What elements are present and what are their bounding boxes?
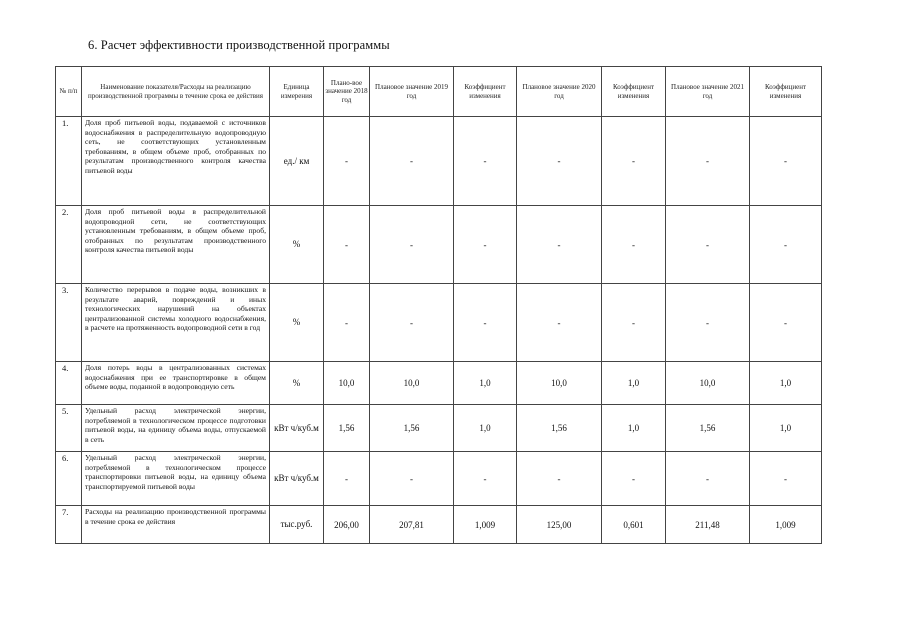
header-row: [56, 67, 822, 117]
value-cell: -: [750, 452, 822, 506]
row-unit: кВт ч/куб.м: [270, 405, 324, 452]
value-cell: 1,0: [454, 362, 517, 405]
value-cell: 1,0: [602, 405, 666, 452]
row-unit: ед./ км: [270, 117, 324, 206]
page-title: 6. Расчет эффективности производственной программы: [88, 38, 390, 52]
table-row: [56, 405, 822, 452]
value-cell: -: [517, 206, 602, 284]
value-cell: 125,00: [517, 506, 602, 544]
row-unit: %: [270, 206, 324, 284]
table-row: [56, 284, 822, 362]
value-cell: -: [370, 117, 454, 206]
value-cell: 1,56: [517, 405, 602, 452]
row-number: 1.: [56, 117, 82, 206]
value-cell: -: [370, 452, 454, 506]
row-description: Удельный расход электрической энергии, потребляемой в технологическом процессе транспортировки питьевой воды, на единицу объема транспортируемой питьевой воды: [82, 452, 270, 506]
row-description: Доля проб питьевой воды в распределительной водопроводной сети, не соответствующих установленным требованиям, в общем объеме проб, отобранных по результатам производственного контроля качества питьевой воды: [82, 206, 270, 284]
value-cell: -: [666, 117, 750, 206]
value-cell: -: [324, 284, 370, 362]
header-cell: Плано-вое значение 2018 год: [324, 67, 370, 117]
value-cell: -: [454, 206, 517, 284]
row-description: Количество перерывов в подаче воды, возникших в результате аварий, повреждений и иных технологических нарушений на объектах централизованной системы холодного водоснабжения, в расчете на протяженность водопроводной сети в год: [82, 284, 270, 362]
header-cell: Плановое значение 2020 год: [517, 67, 602, 117]
row-number: 2.: [56, 206, 82, 284]
row-description: Доля потерь воды в централизованных системах водоснабжения при ее транспортировке в общем объеме воды, поданной в водопроводную сеть: [82, 362, 270, 405]
value-cell: 1,0: [454, 405, 517, 452]
row-number: 3.: [56, 284, 82, 362]
row-description: Доля проб питьевой воды, подаваемой с источников водоснабжения в распределительную водопроводную сеть, не соответствующих установленным требованиям, в общем объеме проб, отобранных по результатам производственного контроля качества питьевой воды: [82, 117, 270, 206]
value-cell: 0,601: [602, 506, 666, 544]
value-cell: 1,56: [370, 405, 454, 452]
value-cell: -: [602, 284, 666, 362]
row-description: Расходы на реализацию производственной программы в течение срока ее действия: [82, 506, 270, 544]
value-cell: -: [324, 452, 370, 506]
value-cell: 1,0: [602, 362, 666, 405]
value-cell: -: [324, 206, 370, 284]
value-cell: 1,56: [666, 405, 750, 452]
row-number: 5.: [56, 405, 82, 452]
table-row: [56, 452, 822, 506]
table-row: [56, 117, 822, 206]
value-cell: -: [517, 452, 602, 506]
value-cell: 10,0: [666, 362, 750, 405]
table-row: [56, 506, 822, 544]
row-unit: тыс.руб.: [270, 506, 324, 544]
row-unit: %: [270, 362, 324, 405]
value-cell: 10,0: [324, 362, 370, 405]
value-cell: -: [454, 452, 517, 506]
value-cell: -: [454, 117, 517, 206]
row-unit: %: [270, 284, 324, 362]
header-cell: Коэффициент изменения: [750, 67, 822, 117]
value-cell: -: [666, 452, 750, 506]
row-description: Удельный расход электрической энергии, потребляемой в технологическом процессе подготовки питьевой воды, на единицу объема воды, отпускаемой в сеть: [82, 405, 270, 452]
row-number: 6.: [56, 452, 82, 506]
value-cell: -: [602, 452, 666, 506]
value-cell: -: [517, 117, 602, 206]
value-cell: -: [370, 206, 454, 284]
header-cell: Наименование показателя/Расходы на реализацию производственной программы в течение срока ее действия: [82, 67, 270, 117]
value-cell: -: [602, 117, 666, 206]
value-cell: -: [750, 117, 822, 206]
value-cell: 1,56: [324, 405, 370, 452]
value-cell: 1,0: [750, 362, 822, 405]
value-cell: 1,009: [454, 506, 517, 544]
header-cell: Единица измерения: [270, 67, 324, 117]
value-cell: -: [602, 206, 666, 284]
value-cell: -: [750, 206, 822, 284]
value-cell: 10,0: [370, 362, 454, 405]
value-cell: 211,48: [666, 506, 750, 544]
value-cell: 207,81: [370, 506, 454, 544]
row-number: 7.: [56, 506, 82, 544]
header-cell: Коэффициент изменения: [602, 67, 666, 117]
row-unit: кВт ч/куб.м: [270, 452, 324, 506]
value-cell: 1,009: [750, 506, 822, 544]
row-number: 4.: [56, 362, 82, 405]
table-row: [56, 362, 822, 405]
value-cell: -: [666, 284, 750, 362]
table-row: [56, 206, 822, 284]
value-cell: -: [666, 206, 750, 284]
value-cell: -: [750, 284, 822, 362]
header-cell: Коэффициент изменения: [454, 67, 517, 117]
value-cell: 206,00: [324, 506, 370, 544]
value-cell: 10,0: [517, 362, 602, 405]
value-cell: 1,0: [750, 405, 822, 452]
efficiency-table: [55, 66, 822, 544]
value-cell: -: [370, 284, 454, 362]
value-cell: -: [324, 117, 370, 206]
value-cell: -: [517, 284, 602, 362]
header-cell: Плановое значение 2021 год: [666, 67, 750, 117]
header-cell: № п/п: [56, 67, 82, 117]
header-cell: Плановое значение 2019 год: [370, 67, 454, 117]
value-cell: -: [454, 284, 517, 362]
